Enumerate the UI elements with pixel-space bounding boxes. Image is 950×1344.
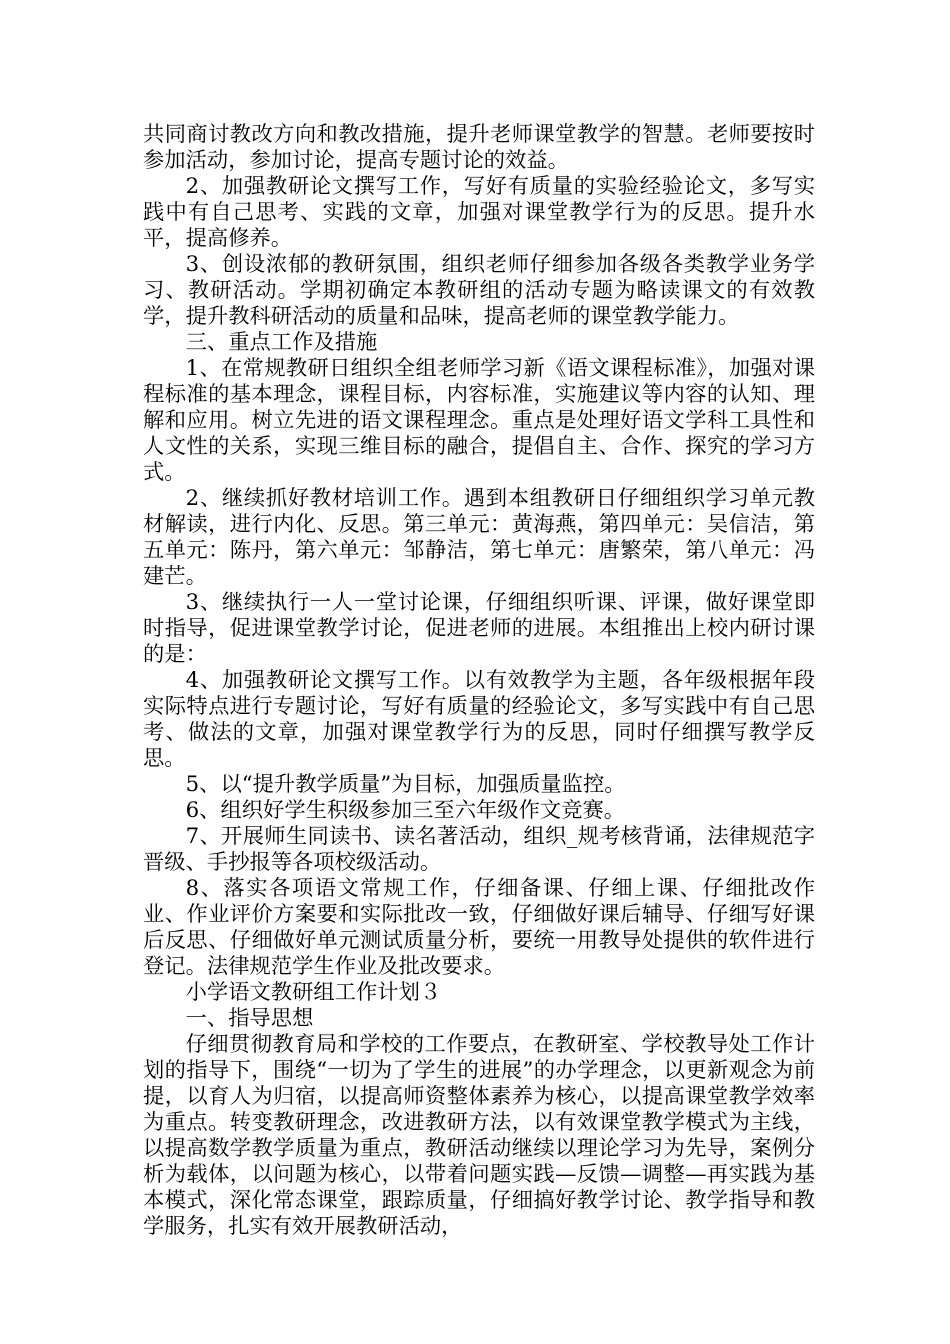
paragraph-key-work-4: 4、加强教研论文撰写工作。以有效教学为主题，各年级根据年段实际特点进行专题讨论，写好有质量的经验论文，多写实践中有自己思考、做法的文章，加强对课堂教学行为的反思，同时仔细撰写教学反思。: [143, 668, 815, 771]
paragraph-item-2: 2、加强教研论文撰写工作，写好有质量的实验经验论文，多写实践中有自己思考、实践的文章，加强对课堂教学行为的反思。提升水平，提高修养。: [143, 174, 815, 251]
paragraph-key-work-3: 3、继续执行一人一堂讨论课，仔细组织听课、评课，做好课堂即时指导，促进课堂教学讨论，促进老师的进展。本组推出上校内研讨课的是：: [143, 590, 815, 667]
paragraph-key-work-5: 5、以“提升教学质量”为目标，加强质量监控。: [185, 772, 626, 797]
paragraph-key-work-6: 6、组织好学生积级参加三至六年级作文竞赛。: [185, 798, 626, 823]
paragraph-item-3: 3、创设浓郁的教研氛围，组织老师仔细参加各级各类教学业务学习、教研活动。学期初确定本教研组的活动专题为略读课文的有效教学，提升教科研活动的质量和品味，提高老师的课堂教学能力。: [143, 252, 815, 329]
section-heading-key-work: 三、重点工作及措施: [185, 330, 378, 355]
paragraph-guiding-idea: 仔细贯彻教育局和学校的工作要点，在教研室、学校教导处工作计划的指导下，围绕“一切为了学生的进展”的办学理念，以更新观念为前提，以育人为归宿，以提高师资整体素养为核心，以提高课堂教学效率为重点。转变教研理念，改进教研方法，以有效课堂教学模式为主线，以提高数学教学质量为重点，教研活动继续以理论学习为先导，案例分析为载体，以问题为核心，以带着问题实践—反馈—调整—再实践为基本模式，深化常态课堂，跟踪质量，仔细搞好教学讨论、教学指导和教学服务，扎实有效开展教研活动，: [143, 1032, 815, 1239]
paragraph-key-work-8: 8、落实各项语文常规工作，仔细备课、仔细上课、仔细批改作业、作业评价方案要和实际批改一致，仔细做好课后辅导、仔细写好课后反思、仔细做好单元测试质量分析，要统一用教导处提供的软件进行登记。法律规范学生作业及批改要求。: [143, 876, 815, 979]
document-body: [143, 122, 815, 1240]
paragraph-key-work-7: 7、开展师生同读书、读名著活动，组织_规考核背诵，法律规范字晋级、手抄报等各项校级活动。: [143, 824, 815, 875]
paragraph-key-work-2: 2、继续抓好教材培训工作。遇到本组教研日仔细组织学习单元教材解读，进行内化、反思。第三单元：黄海燕，第四单元：吴信洁，第五单元：陈丹，第六单元：邹静洁，第七单元：唐繁荣，第八单元：冯建芒。: [143, 486, 815, 589]
section-heading-guiding-idea: 一、指导思想: [185, 1006, 314, 1031]
paragraph-continuation: 共同商讨教改方向和教改措施，提升老师课堂教学的智慧。老师要按时参加活动，参加讨论，提高专题讨论的效益。: [143, 122, 815, 173]
paragraph-key-work-1: 1、在常规教研日组织全组老师学习新《语文课程标准》，加强对课程标准的基本理念，课程目标，内容标准，实施建议等内容的认知、理解和应用。树立先进的语文课程理念。重点是处理好语文学科工具性和人文性的关系，实现三维目标的融合，提倡自主、合作、探究的学习方式。: [143, 356, 815, 485]
document-title-plan-3: 小学语文教研组工作计划３: [185, 980, 442, 1005]
